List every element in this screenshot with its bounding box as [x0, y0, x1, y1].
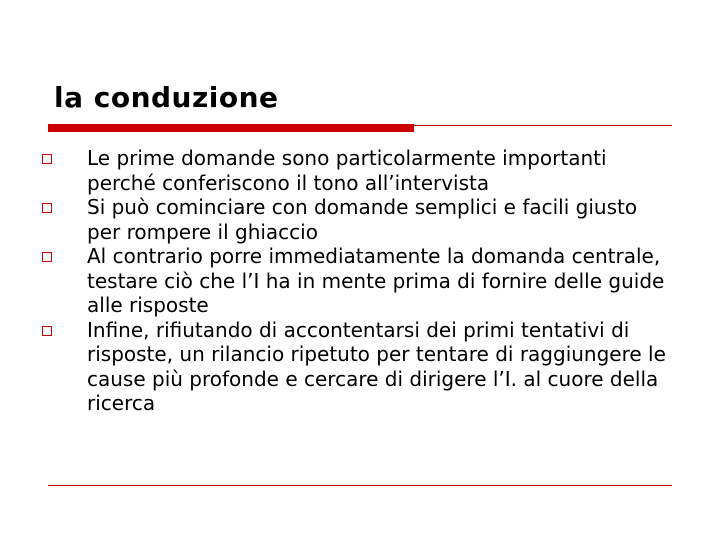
bullet-item: [42, 318, 672, 416]
hollow-square-bullet-icon: [42, 203, 52, 213]
bullet-text: Si può cominciare con domande semplici e facili giusto per rompere il ghiaccio: [87, 195, 638, 244]
title-underline-thick: [48, 124, 414, 132]
bullet-item: [42, 195, 672, 244]
bullet-text: Le prime domande sono particolarmente importanti perché conferiscono il tono all’intervista: [87, 146, 607, 195]
bottom-divider: [48, 485, 672, 486]
title-underline-thin: [414, 125, 672, 126]
hollow-square-bullet-icon: [42, 252, 52, 262]
bullet-text: Al contrario porre immediatamente la domanda centrale, testare ciò che l’I ha in mente prima di fornire delle guide alle risposte: [87, 244, 665, 317]
bullet-item: [42, 146, 672, 195]
slide-title: la conduzione: [54, 81, 279, 114]
bullet-list: [42, 146, 672, 416]
bullet-text: Infine, rifiutando di accontentarsi dei primi tentativi di risposte, un rilancio ripetuto per tentare di raggiungere le cause più profonde e cercare di dirigere l’I. al cuore della ricerca: [87, 317, 666, 415]
hollow-square-bullet-icon: [42, 154, 52, 164]
bullet-item: [42, 244, 672, 318]
hollow-square-bullet-icon: [42, 326, 52, 336]
